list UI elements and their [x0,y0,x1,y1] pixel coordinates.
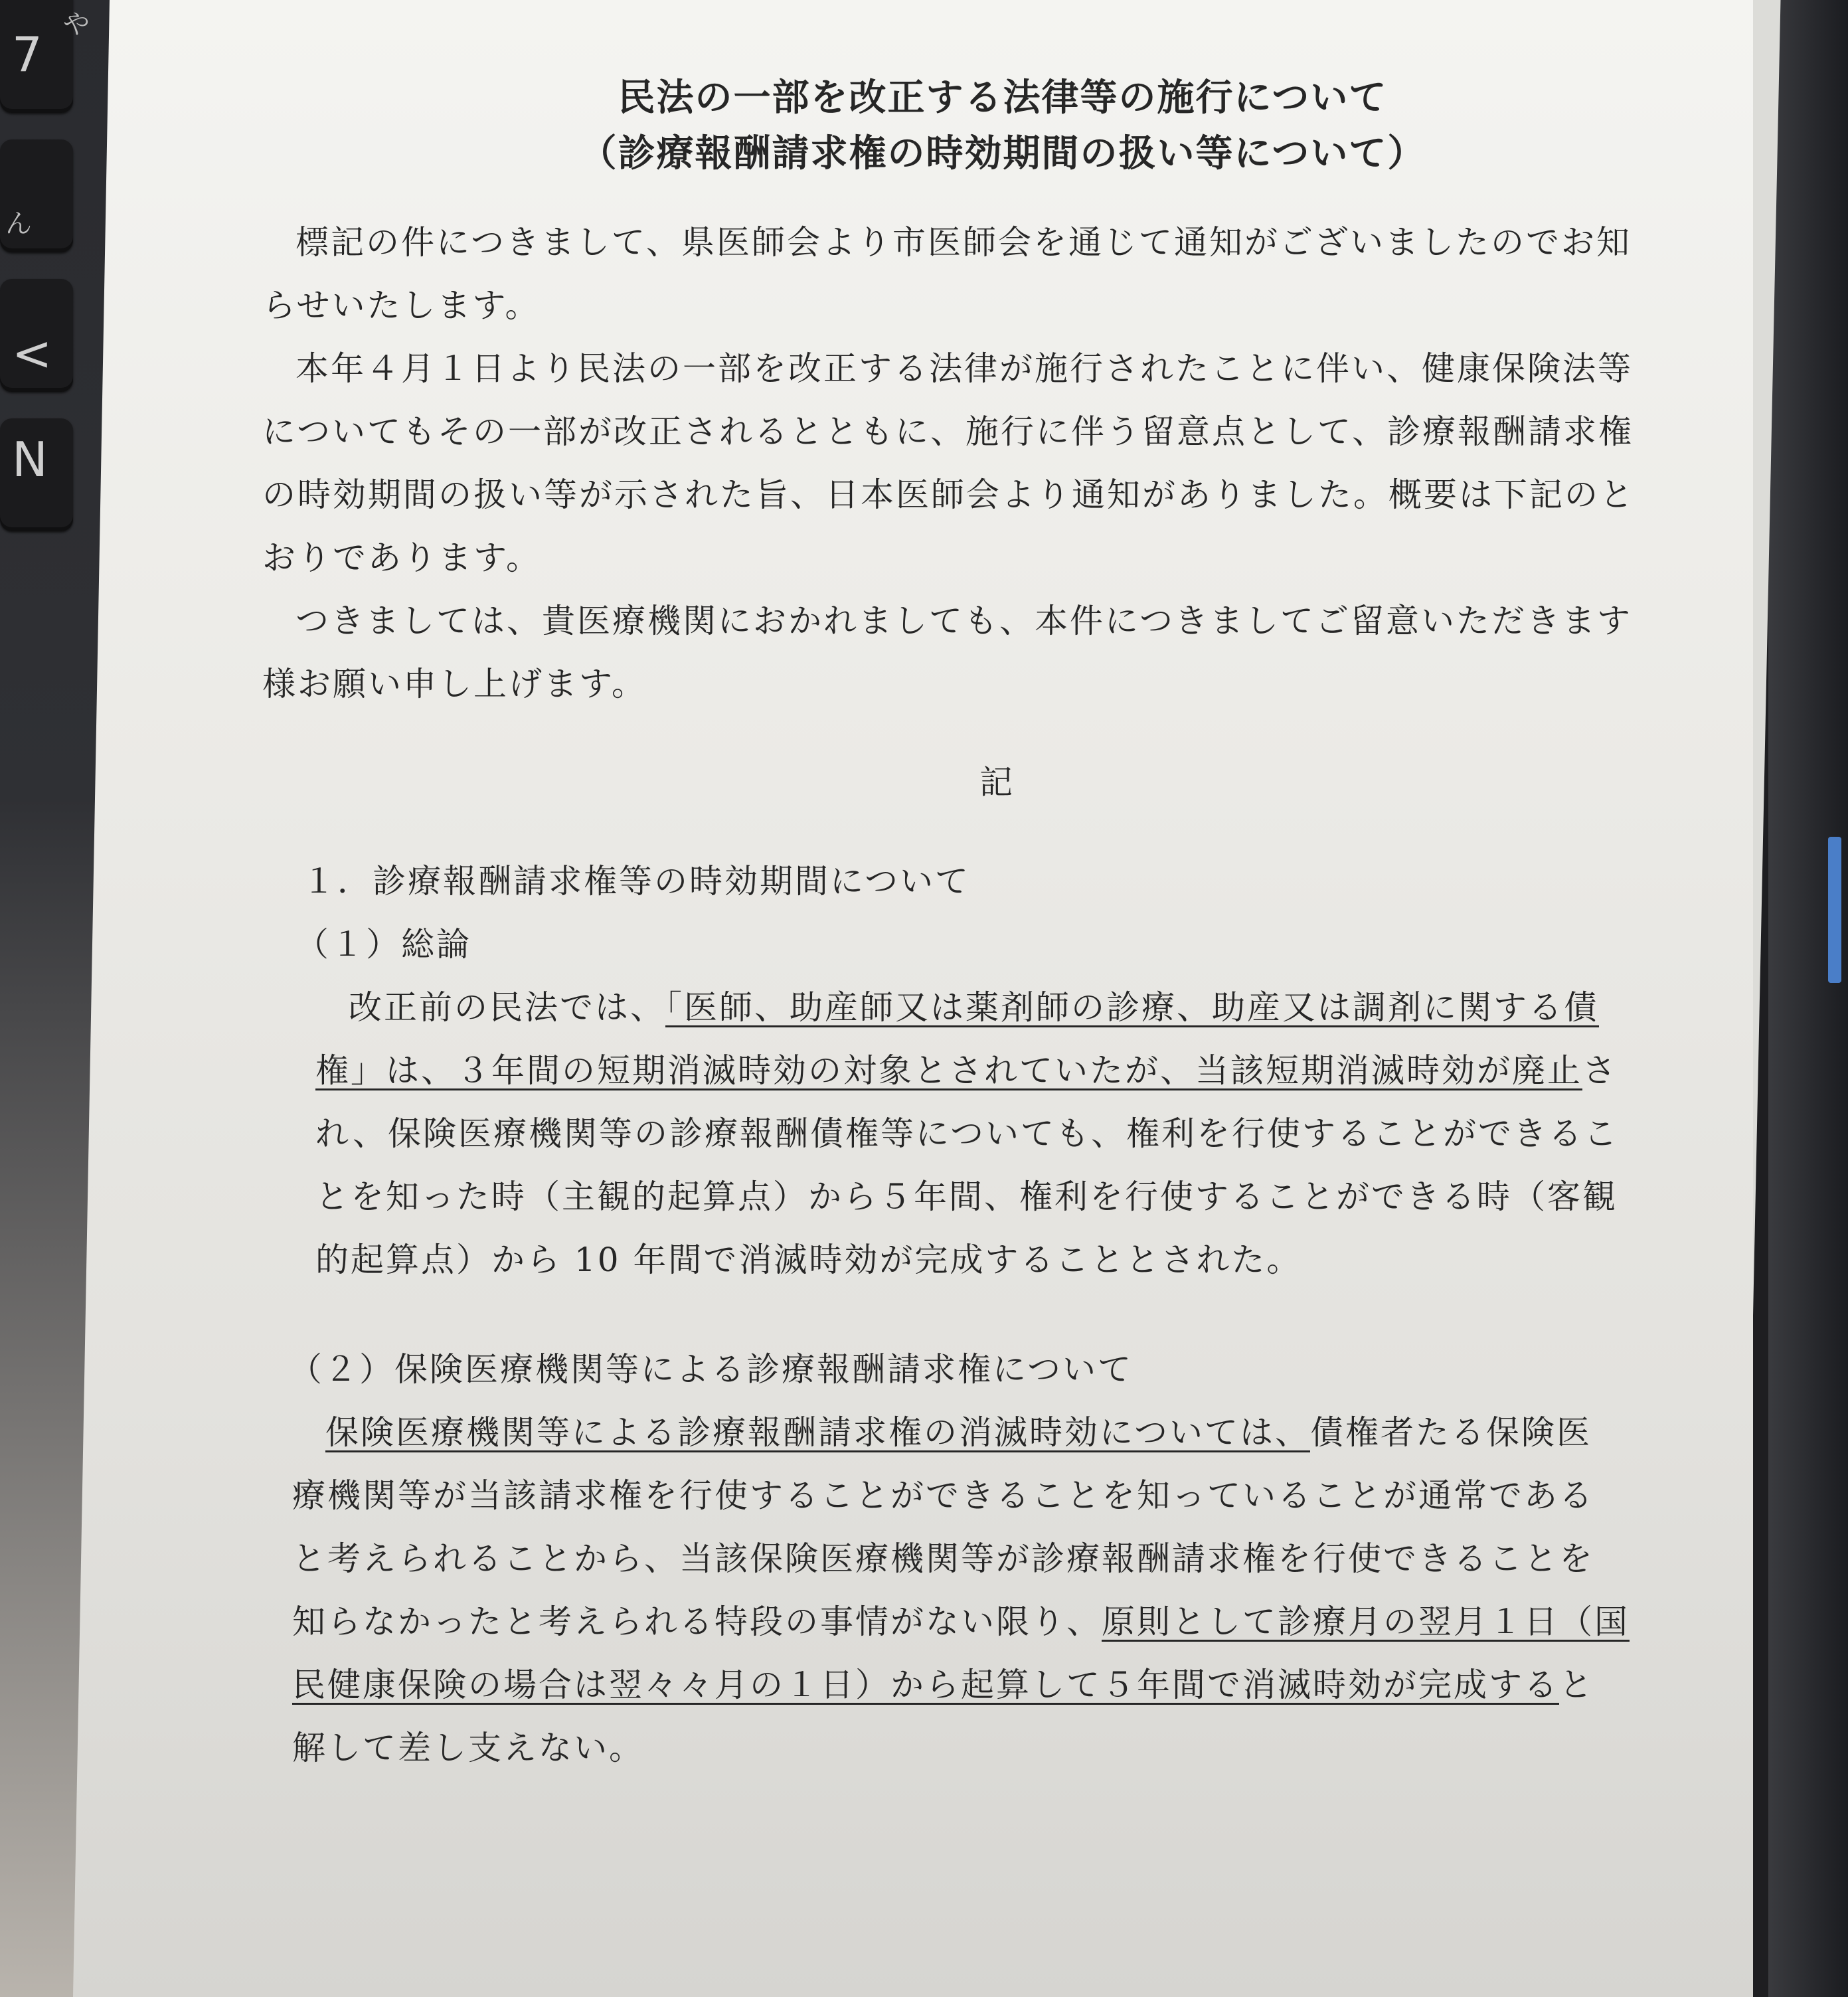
text-line: とを知った時（主観的起算点）から５年間、権利を行使することができる時（客観 [315,1177,1618,1216]
document-content [262,70,1703,1780]
intro-paragraph-3 [262,590,1703,716]
underlined-text: 保険医療機関等による診療報酬請求権の消滅時効については、 [325,1413,1310,1452]
underlined-text: 原則として診療月の翌月１日（国 [1102,1603,1630,1641]
text-line [292,1401,1703,1464]
keyboard-key-less-than [0,279,73,392]
text-line: と考えられることから、当該保険医療機関等が診療報酬請求権を行使できることを [292,1539,1594,1578]
device-edge [1768,0,1848,1997]
subsection-2-heading: （２）保険医療機関等による診療報酬請求権について [289,1350,1133,1389]
underlined-text: 「医師、助産師又は薬剤師の診療、助産又は調剤に関する債 [665,988,1599,1027]
underlined-text: 民健康保険の場合は翌々々月の１日）から起算して５年間で消滅時効が完成する [292,1666,1559,1704]
subsection-1-heading: （１）総論 [295,925,471,964]
text-line: 解して差し支えない。 [292,1729,644,1767]
keyboard-key-n-kana [0,139,73,252]
text-line: 様お願い申し上げます。 [262,665,647,703]
text-segment: と [1559,1666,1594,1704]
text-line: らせいたします。 [262,286,541,325]
key-sublabel: ん [5,209,32,239]
section-1-heading: １．診療報酬請求権等の時効期間について [302,862,970,901]
text-line: の時効期間の扱い等が示された旨、日本医師会より通知がありました。概要は下記のと [262,476,1635,514]
title-line-1: 民法の一部を改正する法律等の施行について [618,76,1388,120]
text-line: 標記の件につきまして、県医師会より市医師会を通じて通知がございましたのでお知 [295,223,1632,262]
subsection-2-body [262,1401,1703,1780]
text-line [315,976,1703,1039]
keyboard-key-7 [0,0,90,113]
intro-paragraph-1 [262,211,1703,337]
document-title [302,70,1703,181]
blue-tab-marker [1828,837,1841,983]
ki-marker: 記 [979,763,1013,802]
text-segment: 改正前の民法では、 [349,988,665,1027]
subsection-1-body [262,976,1703,1292]
key-label: 7 [12,27,42,82]
text-line: 療機関等が当該請求権を行使することができることを知っていることが通常である [292,1476,1594,1515]
text-segment: 知らなかったと考えられる特段の事情がない限り、 [292,1603,1102,1641]
text-line: 本年４月１日より民法の一部を改正する法律が施行されたことに伴い、健康保険法等 [295,349,1633,388]
text-line: おりであります。 [262,539,541,577]
keyboard-key-n [0,418,73,531]
key-label: N [12,432,48,487]
key-sublabel: や [63,9,90,40]
text-segment: さ [1582,1051,1618,1090]
title-line-2: （診療報酬請求権の時効期間の扱い等について） [579,131,1426,175]
text-line: 的起算点）から 10 年間で消滅時効が完成することとされた。 [315,1241,1302,1279]
text-line: についてもその一部が改正されるとともに、施行に伴う留意点として、診療報酬請求権 [262,412,1634,451]
text-line [292,1591,1703,1654]
text-line: つきましては、貴医療機関におかれましても、本件につきましてご留意いただきます [295,602,1632,640]
underlined-text: 権」は、３年間の短期消滅時効の対象とされていたが、当該短期消滅時効が廃止 [315,1051,1582,1090]
text-line [315,1039,1703,1102]
intro-paragraph-2 [262,337,1703,590]
text-segment: 債権者たる保険医 [1310,1413,1592,1452]
text-line: れ、保険医療機関等の診療報酬債権等についても、権利を行使することができるこ [315,1114,1619,1153]
key-label: < [12,325,52,381]
text-line [292,1654,1703,1717]
